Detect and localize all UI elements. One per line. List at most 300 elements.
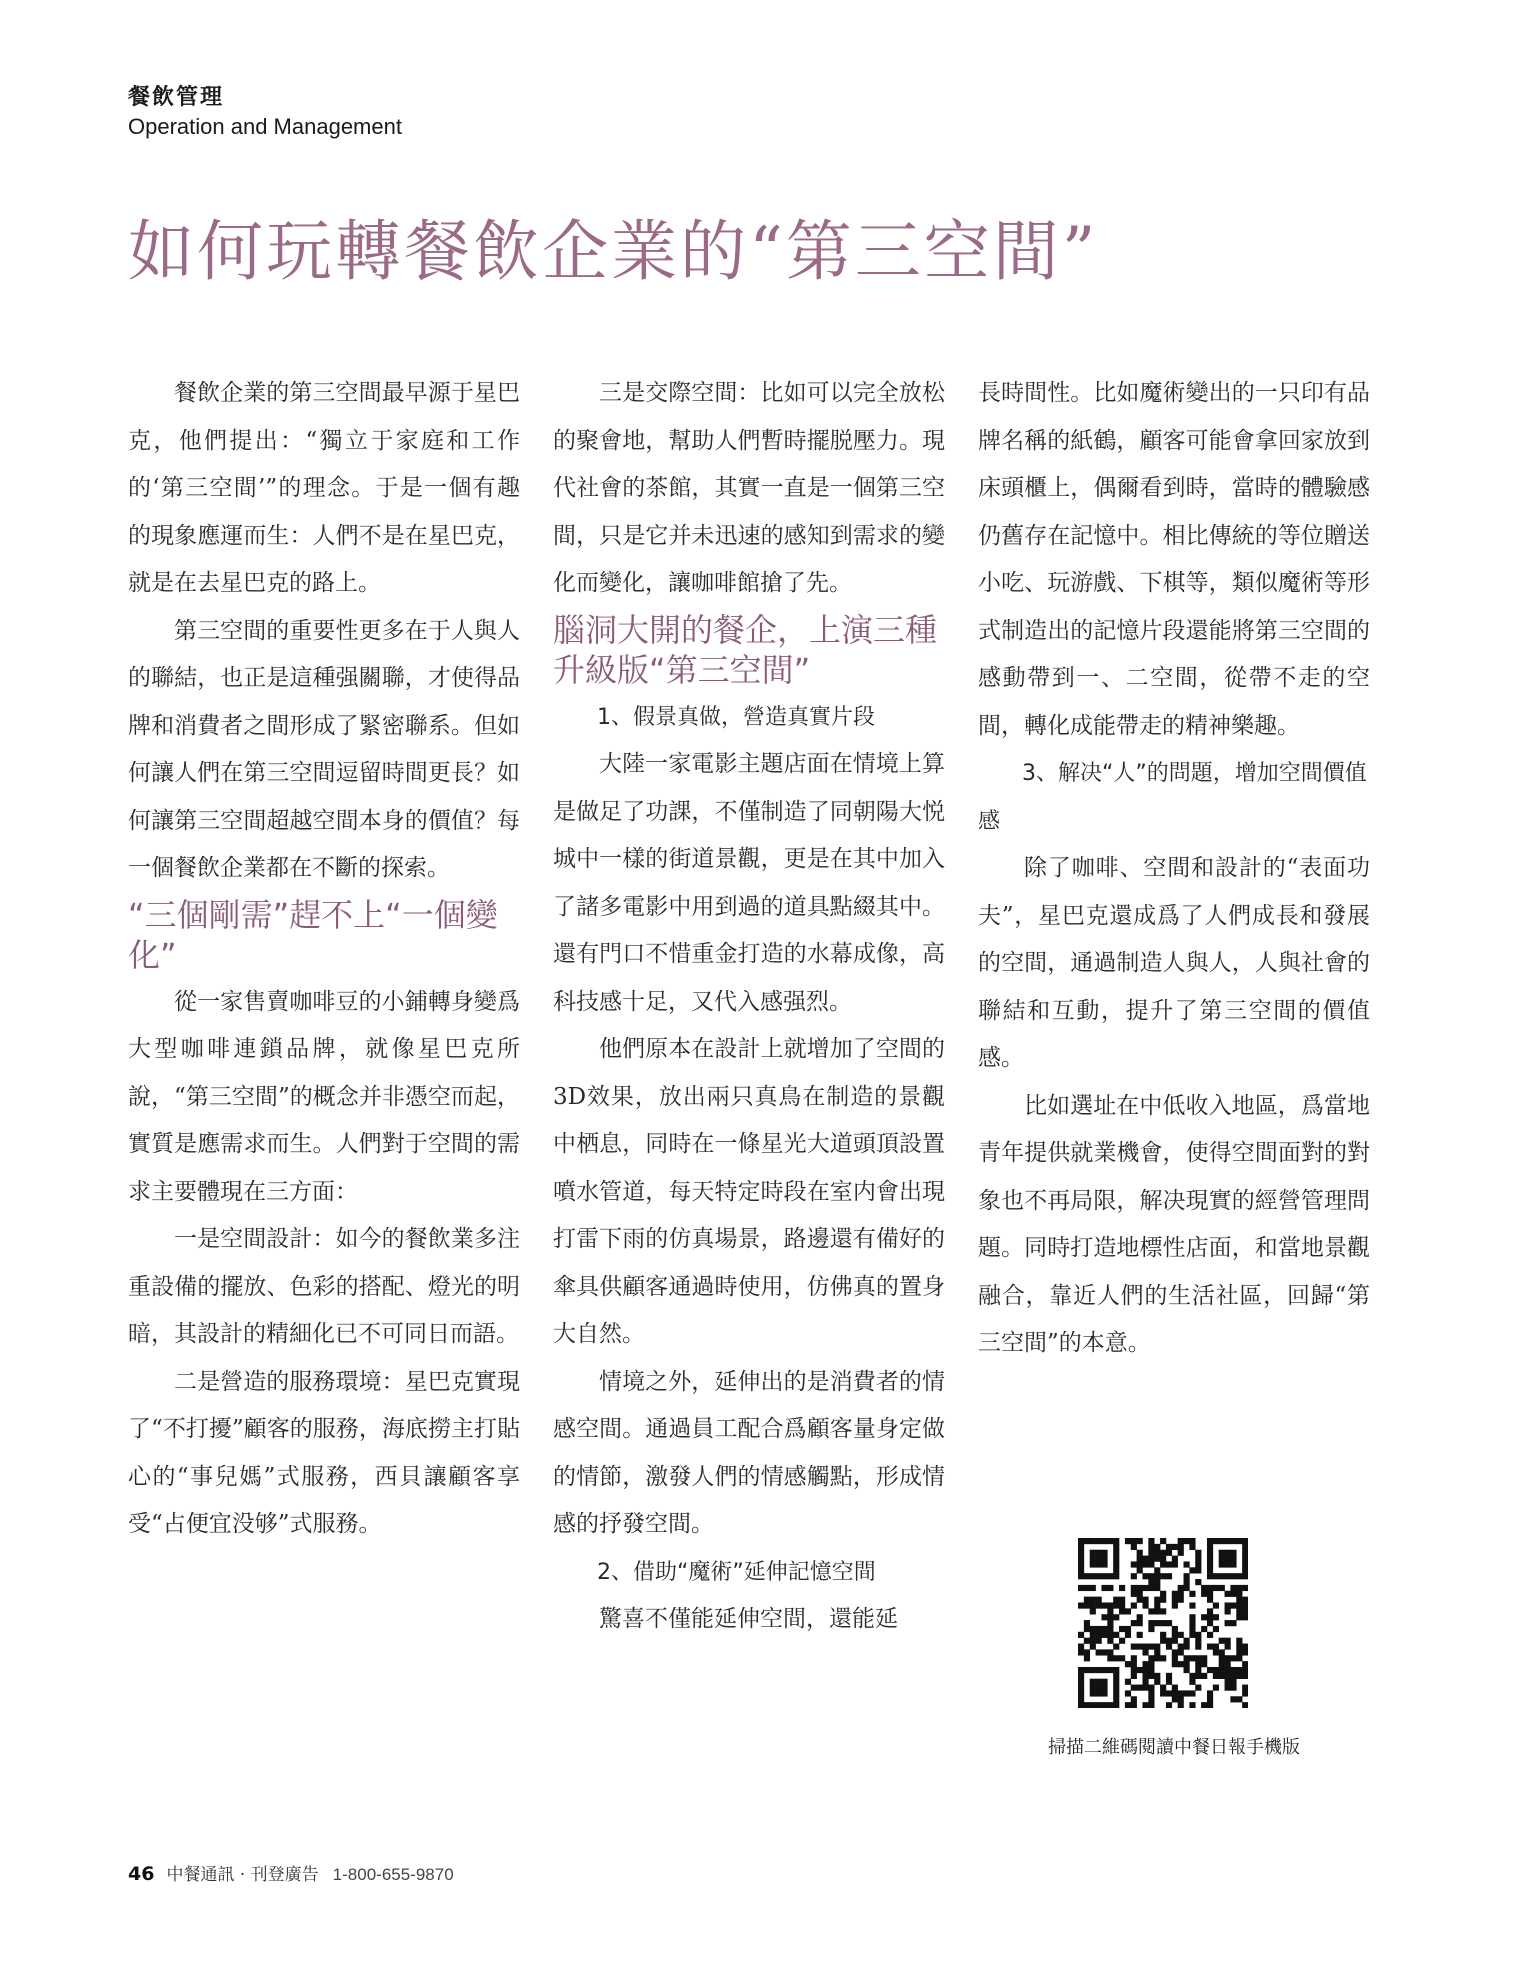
- qr-module: [1113, 1702, 1119, 1708]
- qr-module: [1225, 1550, 1231, 1556]
- qr-module: [1160, 1690, 1166, 1696]
- qr-module: [1119, 1602, 1125, 1608]
- qr-module: [1207, 1632, 1213, 1638]
- qr-module: [1148, 1550, 1154, 1556]
- qr-module: [1090, 1685, 1096, 1691]
- qr-module: [1184, 1538, 1190, 1544]
- qr-module: [1189, 1567, 1195, 1573]
- qr-module: [1219, 1673, 1225, 1679]
- qr-module: [1172, 1655, 1178, 1661]
- qr-module: [1236, 1597, 1242, 1603]
- qr-module: [1178, 1591, 1184, 1597]
- qr-module: [1148, 1626, 1154, 1632]
- qr-module: [1225, 1561, 1231, 1567]
- qr-module: [1230, 1556, 1236, 1562]
- qr-module: [1137, 1585, 1143, 1591]
- qr-module: [1236, 1673, 1242, 1679]
- qr-module: [1172, 1649, 1178, 1655]
- qr-module: [1195, 1673, 1201, 1679]
- qr-module: [1101, 1614, 1107, 1620]
- qr-module: [1113, 1567, 1119, 1573]
- phone-number: 1-800-655-9870: [332, 1865, 454, 1884]
- qr-module: [1213, 1673, 1219, 1679]
- qr-module: [1207, 1573, 1213, 1579]
- qr-module: [1236, 1602, 1242, 1608]
- qr-module: [1090, 1573, 1096, 1579]
- paragraph: 除了咖啡、空間和設計的“表面功夫”，星巴克還成爲了人們成長和發展的空間，通過制造人與人，人與社會的聯結和互動，提升了第三空間的價值感。: [978, 855, 1370, 1071]
- qr-module: [1084, 1538, 1090, 1544]
- qr-module: [1160, 1561, 1166, 1567]
- minor-heading: 3、解决“人”的問題，增加空間價值感: [978, 761, 1367, 834]
- qr-module: [1154, 1644, 1160, 1650]
- qr-module: [1148, 1690, 1154, 1696]
- qr-module: [1184, 1561, 1190, 1567]
- qr-module: [1113, 1685, 1119, 1691]
- qr-module: [1219, 1661, 1225, 1667]
- qr-module: [1172, 1661, 1178, 1667]
- qr-module: [1213, 1649, 1219, 1655]
- qr-module: [1154, 1567, 1160, 1573]
- qr-module: [1160, 1638, 1166, 1644]
- qr-module: [1213, 1667, 1219, 1673]
- qr-module: [1166, 1638, 1172, 1644]
- qr-module: [1090, 1602, 1096, 1608]
- qr-module: [1219, 1655, 1225, 1661]
- qr-module: [1242, 1690, 1248, 1696]
- qr-module: [1154, 1544, 1160, 1550]
- qr-module: [1131, 1585, 1137, 1591]
- qr-module: [1131, 1696, 1137, 1702]
- qr-module: [1242, 1602, 1248, 1608]
- qr-module: [1101, 1602, 1107, 1608]
- qr-module: [1113, 1690, 1119, 1696]
- qr-module: [1189, 1602, 1195, 1608]
- qr-module: [1084, 1585, 1090, 1591]
- qr-module: [1154, 1679, 1160, 1685]
- qr-module: [1242, 1597, 1248, 1603]
- qr-module: [1142, 1573, 1148, 1579]
- qr-module: [1107, 1573, 1113, 1579]
- qr-module: [1090, 1638, 1096, 1644]
- qr-module: [1142, 1561, 1148, 1567]
- qr-module: [1184, 1579, 1190, 1585]
- paragraph-body: 星巴克實現了“不打擾”顧客的服務，海底撈主打貼心的“事兒媽”式服務，西貝讓顧客享受“占便宜没够”式服務。: [128, 1368, 521, 1537]
- qr-module: [1160, 1556, 1166, 1562]
- qr-module: [1160, 1632, 1166, 1638]
- qr-module: [1154, 1620, 1160, 1626]
- qr-module: [1154, 1602, 1160, 1608]
- qr-module: [1172, 1556, 1178, 1562]
- qr-module: [1160, 1550, 1166, 1556]
- qr-module: [1107, 1626, 1113, 1632]
- qr-module: [1090, 1608, 1096, 1614]
- qr-module: [1160, 1573, 1166, 1579]
- qr-module: [1078, 1556, 1084, 1562]
- subheading: “三個剛需”趕不上“一個變化”: [128, 895, 498, 974]
- column-2: [553, 370, 945, 1644]
- qr-module: [1242, 1614, 1248, 1620]
- qr-module: [1078, 1561, 1084, 1567]
- qr-module: [1201, 1626, 1207, 1632]
- qr-module: [1107, 1667, 1113, 1673]
- qr-module: [1225, 1538, 1231, 1544]
- qr-module: [1084, 1602, 1090, 1608]
- qr-module: [1148, 1644, 1154, 1650]
- qr-module: [1101, 1573, 1107, 1579]
- qr-module: [1137, 1567, 1143, 1573]
- qr-module: [1119, 1608, 1125, 1614]
- qr-module: [1184, 1661, 1190, 1667]
- qr-module: [1154, 1585, 1160, 1591]
- qr-module: [1078, 1649, 1084, 1655]
- qr-module: [1096, 1597, 1102, 1603]
- qr-module: [1184, 1655, 1190, 1661]
- qr-module: [1172, 1632, 1178, 1638]
- qr-module: [1096, 1667, 1102, 1673]
- paragraph: 從一家售賣咖啡豆的小鋪轉身變爲大型咖啡連鎖品牌，就像星巴克所說，“第三空間”的概念并非憑空而起，實質是應需求而生。人們對于空間的需求主要體現在三方面：: [128, 988, 520, 1205]
- qr-module: [1090, 1679, 1096, 1685]
- qr-module: [1242, 1567, 1248, 1573]
- qr-module: [1137, 1685, 1143, 1691]
- qr-module: [1178, 1644, 1184, 1650]
- qr-module: [1160, 1620, 1166, 1626]
- qr-module: [1189, 1538, 1195, 1544]
- qr-module: [1201, 1591, 1207, 1597]
- qr-module: [1178, 1661, 1184, 1667]
- qr-module: [1090, 1550, 1096, 1556]
- qr-module: [1113, 1632, 1119, 1638]
- qr-module: [1207, 1667, 1213, 1673]
- qr-module: [1184, 1644, 1190, 1650]
- qr-module: [1189, 1679, 1195, 1685]
- qr-module: [1242, 1661, 1248, 1667]
- qr-module: [1178, 1597, 1184, 1603]
- qr-module: [1131, 1561, 1137, 1567]
- qr-module: [1242, 1608, 1248, 1614]
- qr-module: [1230, 1685, 1236, 1691]
- qr-module: [1154, 1579, 1160, 1585]
- qr-module: [1101, 1702, 1107, 1708]
- qr-module: [1201, 1655, 1207, 1661]
- qr-module: [1090, 1538, 1096, 1544]
- qr-module: [1101, 1561, 1107, 1567]
- qr-module: [1225, 1591, 1231, 1597]
- qr-module: [1219, 1638, 1225, 1644]
- paragraph: [553, 370, 945, 608]
- qr-module: [1195, 1579, 1201, 1585]
- qr-module: [1230, 1620, 1236, 1626]
- minor-heading: 1、假景真做，營造真實片段: [597, 704, 875, 730]
- qr-module: [1119, 1626, 1125, 1632]
- qr-module: [1142, 1585, 1148, 1591]
- qr-module: [1172, 1638, 1178, 1644]
- qr-code-icon[interactable]: [1078, 1538, 1248, 1708]
- qr-module: [1219, 1585, 1225, 1591]
- qr-module: [1078, 1679, 1084, 1685]
- qr-module: [1166, 1690, 1172, 1696]
- qr-module: [1154, 1655, 1160, 1661]
- qr-module: [1213, 1538, 1219, 1544]
- qr-module: [1195, 1685, 1201, 1691]
- qr-module: [1125, 1608, 1131, 1614]
- qr-module: [1113, 1667, 1119, 1673]
- qr-module: [1137, 1614, 1143, 1620]
- qr-module: [1131, 1702, 1137, 1708]
- qr-module: [1178, 1544, 1184, 1550]
- qr-module: [1242, 1649, 1248, 1655]
- qr-module: [1113, 1679, 1119, 1685]
- qr-module: [1090, 1690, 1096, 1696]
- qr-module: [1230, 1538, 1236, 1544]
- qr-module: [1078, 1690, 1084, 1696]
- qr-module: [1189, 1626, 1195, 1632]
- qr-module: [1084, 1638, 1090, 1644]
- qr-module: [1242, 1702, 1248, 1708]
- qr-module: [1225, 1644, 1231, 1650]
- qr-module: [1160, 1608, 1166, 1614]
- qr-module: [1113, 1561, 1119, 1567]
- qr-module: [1236, 1573, 1242, 1579]
- qr-module: [1160, 1538, 1166, 1544]
- qr-module: [1078, 1602, 1084, 1608]
- qr-module: [1189, 1614, 1195, 1620]
- qr-module: [1101, 1626, 1107, 1632]
- qr-module: [1142, 1702, 1148, 1708]
- qr-module: [1230, 1696, 1236, 1702]
- qr-module: [1107, 1655, 1113, 1661]
- paragraph: 第三空間的重要性更多在于人與人的聯結，也正是這種强關聯，才使得品牌和消費者之間形成了緊密聯系。但如何讓人們在第三空間逗留時間更長？如何讓第三空間超越空間本身的價值？每一個餐飲企業都在不斷的探索。: [128, 617, 520, 881]
- qr-module: [1096, 1550, 1102, 1556]
- qr-module: [1148, 1620, 1154, 1626]
- qr-module: [1213, 1573, 1219, 1579]
- qr-module: [1148, 1661, 1154, 1667]
- qr-module: [1189, 1632, 1195, 1638]
- qr-module: [1101, 1632, 1107, 1638]
- publication-name: 中餐通訊 · 刊登廣告: [166, 1865, 319, 1885]
- qr-module: [1125, 1679, 1131, 1685]
- qr-module: [1160, 1655, 1166, 1661]
- qr-module: [1107, 1638, 1113, 1644]
- paragraph: 情境之外，延伸出的是消費者的情感空間。通過員工配合爲顧客量身定做的情節，激發人們的情感觸點，形成情感的抒發空間。: [553, 1368, 945, 1537]
- qr-module: [1142, 1679, 1148, 1685]
- qr-module: [1178, 1632, 1184, 1638]
- qr-module: [1119, 1585, 1125, 1591]
- qr-module: [1148, 1673, 1154, 1679]
- qr-module: [1084, 1620, 1090, 1626]
- qr-module: [1137, 1632, 1143, 1638]
- qr-module: [1201, 1673, 1207, 1679]
- qr-module: [1142, 1673, 1148, 1679]
- qr-module: [1207, 1544, 1213, 1550]
- qr-module: [1219, 1538, 1225, 1544]
- qr-module: [1236, 1608, 1242, 1614]
- qr-module: [1189, 1673, 1195, 1679]
- qr-module: [1148, 1579, 1154, 1585]
- qr-module: [1201, 1614, 1207, 1620]
- qr-module: [1207, 1585, 1213, 1591]
- qr-module: [1078, 1632, 1084, 1638]
- qr-module: [1207, 1550, 1213, 1556]
- qr-module: [1230, 1573, 1236, 1579]
- paragraph-lead: 一是空間設計：: [174, 1226, 336, 1252]
- qr-module: [1195, 1561, 1201, 1567]
- qr-module: [1207, 1702, 1213, 1708]
- qr-module: [1154, 1673, 1160, 1679]
- qr-module: [1101, 1679, 1107, 1685]
- qr-module: [1189, 1702, 1195, 1708]
- qr-module: [1195, 1667, 1201, 1673]
- qr-module: [1096, 1556, 1102, 1562]
- column-3: [978, 370, 1370, 1368]
- qr-module: [1148, 1702, 1154, 1708]
- qr-module: [1207, 1608, 1213, 1614]
- qr-module: [1148, 1608, 1154, 1614]
- qr-module: [1101, 1556, 1107, 1562]
- qr-module: [1195, 1567, 1201, 1573]
- qr-module: [1113, 1556, 1119, 1562]
- qr-module: [1078, 1685, 1084, 1691]
- qr-module: [1142, 1667, 1148, 1673]
- qr-module: [1148, 1544, 1154, 1550]
- qr-module: [1219, 1550, 1225, 1556]
- qr-module: [1195, 1661, 1201, 1667]
- qr-module: [1207, 1591, 1213, 1597]
- qr-module: [1078, 1573, 1084, 1579]
- qr-module: [1236, 1585, 1242, 1591]
- qr-module: [1090, 1585, 1096, 1591]
- qr-module: [1207, 1644, 1213, 1650]
- qr-module: [1131, 1591, 1137, 1597]
- column-1: [128, 370, 520, 1549]
- qr-module: [1225, 1620, 1231, 1626]
- qr-module: [1101, 1685, 1107, 1691]
- qr-module: [1084, 1626, 1090, 1632]
- qr-module: [1148, 1685, 1154, 1691]
- qr-module: [1084, 1655, 1090, 1661]
- qr-module: [1119, 1638, 1125, 1644]
- qr-module: [1172, 1597, 1178, 1603]
- qr-module: [1078, 1567, 1084, 1573]
- qr-module: [1101, 1550, 1107, 1556]
- qr-module: [1148, 1538, 1154, 1544]
- qr-module: [1137, 1597, 1143, 1603]
- qr-module: [1107, 1538, 1113, 1544]
- qr-module: [1242, 1561, 1248, 1567]
- qr-module: [1096, 1638, 1102, 1644]
- qr-module: [1166, 1673, 1172, 1679]
- paragraph-lead: 二是營造的服務環境：: [174, 1368, 405, 1395]
- qr-module: [1090, 1597, 1096, 1603]
- qr-module: [1166, 1702, 1172, 1708]
- qr-module: [1201, 1585, 1207, 1591]
- qr-module: [1160, 1597, 1166, 1603]
- qr-module: [1107, 1608, 1113, 1614]
- qr-module: [1166, 1679, 1172, 1685]
- qr-module: [1219, 1667, 1225, 1673]
- paragraph: 驚喜不僅能延伸空間，還能延: [599, 1606, 898, 1632]
- qr-module: [1125, 1632, 1131, 1638]
- qr-module: [1090, 1626, 1096, 1632]
- qr-module: [1184, 1690, 1190, 1696]
- qr-module: [1090, 1561, 1096, 1567]
- qr-module: [1195, 1632, 1201, 1638]
- qr-module: [1113, 1673, 1119, 1679]
- qr-module: [1131, 1655, 1137, 1661]
- paragraph: [128, 1359, 520, 1549]
- qr-module: [1148, 1696, 1154, 1702]
- paragraph: [128, 1216, 520, 1359]
- qr-module: [1131, 1602, 1137, 1608]
- qr-module: [1219, 1649, 1225, 1655]
- qr-module: [1148, 1561, 1154, 1567]
- qr-module: [1154, 1597, 1160, 1603]
- qr-module: [1207, 1620, 1213, 1626]
- qr-module: [1101, 1649, 1107, 1655]
- qr-module: [1113, 1655, 1119, 1661]
- qr-module: [1219, 1561, 1225, 1567]
- qr-module: [1178, 1649, 1184, 1655]
- qr-module: [1107, 1620, 1113, 1626]
- qr-module: [1101, 1690, 1107, 1696]
- qr-module: [1230, 1679, 1236, 1685]
- qr-module: [1078, 1702, 1084, 1708]
- qr-module: [1154, 1556, 1160, 1562]
- qr-module: [1213, 1644, 1219, 1650]
- qr-module: [1242, 1673, 1248, 1679]
- qr-module: [1166, 1544, 1172, 1550]
- qr-module: [1119, 1655, 1125, 1661]
- qr-module: [1195, 1644, 1201, 1650]
- qr-module: [1160, 1591, 1166, 1597]
- qr-module: [1242, 1667, 1248, 1673]
- qr-module: [1242, 1685, 1248, 1691]
- qr-module: [1096, 1561, 1102, 1567]
- qr-module: [1178, 1550, 1184, 1556]
- qr-module: [1225, 1608, 1231, 1614]
- qr-module: [1195, 1655, 1201, 1661]
- qr-module: [1236, 1667, 1242, 1673]
- qr-module: [1230, 1602, 1236, 1608]
- qr-module: [1113, 1538, 1119, 1544]
- qr-module: [1125, 1702, 1131, 1708]
- qr-module: [1166, 1573, 1172, 1579]
- qr-module: [1207, 1556, 1213, 1562]
- qr-module: [1154, 1608, 1160, 1614]
- paragraph: 餐飲企業的第三空間最早源于星巴克，他們提出：“獨立于家庭和工作的‘第三空間’”的理念。于是一個有趣的現象應運而生：人們不是在星巴克，就是在去星巴克的路上。: [128, 380, 520, 596]
- qr-module: [1178, 1690, 1184, 1696]
- qr-module: [1225, 1667, 1231, 1673]
- qr-module: [1225, 1573, 1231, 1579]
- qr-module: [1207, 1567, 1213, 1573]
- qr-module: [1230, 1655, 1236, 1661]
- qr-module: [1207, 1696, 1213, 1702]
- paragraph: 大陸一家電影主題店面在情境上算是做足了功課，不僅制造了同朝陽大悦城中一樣的街道景觀，更是在其中加入了諸多電影中用到過的道具點綴其中。還有門口不惜重金打造的水幕成像，高科技感十足，又代入感强烈。: [553, 751, 945, 1015]
- qr-module: [1225, 1679, 1231, 1685]
- qr-module: [1189, 1620, 1195, 1626]
- qr-module: [1242, 1573, 1248, 1579]
- qr-module: [1125, 1661, 1131, 1667]
- qr-module: [1142, 1602, 1148, 1608]
- section-label-en: Operation and Management: [128, 114, 402, 139]
- qr-module: [1084, 1649, 1090, 1655]
- qr-module: [1242, 1538, 1248, 1544]
- qr-module: [1236, 1638, 1242, 1644]
- paragraph-lead: 三是交際空間：: [599, 380, 761, 406]
- qr-module: [1096, 1690, 1102, 1696]
- qr-module: [1096, 1538, 1102, 1544]
- qr-module: [1078, 1538, 1084, 1544]
- qr-module: [1084, 1667, 1090, 1673]
